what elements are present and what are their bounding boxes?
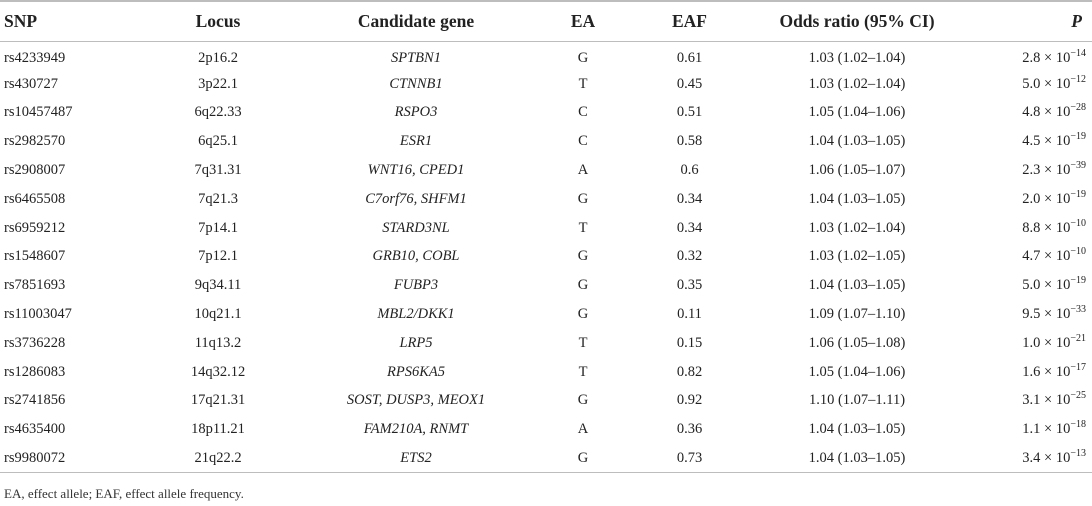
cell-odds-ratio: 1.03 (1.02–1.04) (808, 50, 906, 67)
p-value-mantissa: 1.1 × 10 (1022, 421, 1071, 438)
cell-p-value (967, 127, 1092, 156)
cell-locus: 17q21.31 (190, 392, 246, 409)
cell-candidate-gene: WNT16, CPED1 (367, 162, 465, 179)
table-row (0, 156, 1092, 185)
p-value-mantissa: 9.5 × 10 (1022, 306, 1071, 323)
cell-eaf: 0.11 (677, 306, 702, 323)
cell-p-value (967, 214, 1092, 243)
cell-ea: G (577, 248, 589, 265)
cell-eaf: 0.82 (676, 363, 703, 380)
cell-candidate-gene: ETS2 (298, 444, 534, 473)
cell-odds-ratio: 1.05 (1.04–1.06) (808, 104, 906, 121)
p-value-mantissa: 2.3 × 10 (1022, 162, 1071, 179)
table-footnote: EA, effect allele; EAF, effect allele frequency. (4, 486, 244, 501)
cell-candidate-gene: C7orf76, SHFM1 (365, 190, 467, 207)
cell-candidate-gene: SOST, DUSP3, MEOX1 (346, 392, 486, 409)
header-p-value: P (967, 1, 1092, 41)
cell-odds-ratio: 1.06 (1.05–1.07) (808, 162, 906, 179)
cell-locus: 10q21.1 (194, 306, 242, 323)
cell-locus: 7q21.3 (198, 190, 238, 207)
cell-eaf: 0.92 (676, 392, 703, 409)
cell-candidate-gene: RSPO3 (394, 104, 438, 121)
cell-ea: G (577, 277, 589, 294)
cell-candidate-gene: GRB10, COBL (372, 248, 460, 265)
p-value-exponent: −10 (1070, 246, 1086, 258)
p-value-mantissa: 4.7 × 10 (1022, 248, 1071, 265)
p-value-exponent: −17 (1070, 361, 1086, 373)
cell-locus: 7q31.31 (194, 162, 242, 179)
cell-snp: rs10457487 (4, 104, 73, 121)
p-value-mantissa: 2.0 × 10 (1022, 190, 1071, 207)
p-value-exponent: −13 (1070, 447, 1086, 459)
cell-candidate-gene: RPS6KA5 (387, 363, 445, 380)
header-eaf: EAF (632, 1, 747, 41)
cell-candidate-gene: STARD3NL (382, 219, 450, 236)
cell-candidate-gene: MBL2/DKK1 (377, 306, 455, 323)
cell-snp: rs4635400 (4, 421, 66, 438)
p-value-exponent: −25 (1070, 390, 1086, 402)
cell-ea: G (534, 444, 632, 473)
cell-ea: A (577, 162, 589, 179)
cell-odds-ratio: 1.04 (1.03–1.05) (808, 133, 906, 150)
cell-locus: 14q32.12 (190, 363, 246, 380)
p-value-exponent: −12 (1070, 73, 1086, 85)
cell-locus: 11q13.2 (194, 334, 242, 351)
p-value-mantissa: 4.5 × 10 (1022, 133, 1071, 150)
cell-ea: T (578, 363, 588, 380)
cell-p-value (967, 271, 1092, 300)
cell-p-value (967, 70, 1092, 99)
table-row (0, 185, 1092, 214)
cell-candidate-gene: LRP5 (399, 334, 433, 351)
cell-eaf: 0.6 (680, 162, 699, 179)
cell-locus: 9q34.11 (194, 277, 242, 294)
cell-locus: 2p16.2 (198, 50, 238, 67)
cell-odds-ratio: 1.04 (1.03–1.05) (808, 421, 906, 438)
cell-eaf: 0.34 (676, 190, 703, 207)
cell-odds-ratio: 1.06 (1.05–1.08) (808, 334, 906, 351)
cell-p-value (967, 156, 1092, 185)
p-value-exponent: −39 (1070, 160, 1086, 172)
cell-snp: rs430727 (4, 75, 58, 92)
cell-p-value (967, 329, 1092, 358)
cell-ea: T (578, 334, 588, 351)
header-ea: EA (534, 1, 632, 41)
p-value-exponent: −10 (1070, 217, 1086, 229)
cell-eaf: 0.61 (676, 50, 703, 67)
cell-p-value (967, 41, 1092, 70)
cell-snp: rs9980072 (0, 444, 138, 473)
cell-odds-ratio: 1.10 (1.07–1.11) (808, 392, 906, 409)
table-row (0, 271, 1092, 300)
table-row (0, 41, 1092, 70)
p-value-exponent: −19 (1070, 189, 1086, 201)
header-row (0, 1, 1092, 41)
cell-p-value (967, 243, 1092, 272)
cell-p-value (967, 99, 1092, 128)
table-row (0, 415, 1092, 444)
cell-eaf: 0.36 (676, 421, 703, 438)
cell-p-value (967, 185, 1092, 214)
p-value-mantissa: 1.0 × 10 (1022, 334, 1071, 351)
cell-eaf: 0.34 (676, 219, 703, 236)
cell-odds-ratio: 1.04 (1.03–1.05) (808, 277, 906, 294)
table-row (0, 329, 1092, 358)
table-row (0, 358, 1092, 387)
cell-odds-ratio: 1.05 (1.04–1.06) (808, 363, 906, 380)
table-header (0, 1, 1092, 41)
cell-ea: G (577, 50, 589, 67)
header-snp: SNP (0, 1, 138, 41)
cell-p-value (967, 358, 1092, 387)
cell-eaf: 0.73 (632, 444, 747, 473)
p-value-mantissa: 1.6 × 10 (1022, 363, 1071, 380)
p-value-exponent: −18 (1070, 419, 1086, 431)
p-value-mantissa: 8.8 × 10 (1022, 219, 1071, 236)
cell-p-value (967, 300, 1092, 329)
header-odds-ratio: Odds ratio (95% CI) (747, 1, 967, 41)
cell-eaf: 0.35 (676, 277, 703, 294)
table-row (0, 243, 1092, 272)
cell-snp: rs2741856 (4, 392, 66, 409)
cell-candidate-gene: FUBP3 (393, 277, 439, 294)
cell-candidate-gene: FAM210A, RNMT (363, 421, 469, 438)
cell-eaf: 0.45 (676, 75, 703, 92)
cell-ea: T (578, 75, 588, 92)
cell-p-value (967, 444, 1092, 473)
p-value-mantissa: 5.0 × 10 (1022, 277, 1071, 294)
cell-locus: 21q22.2 (138, 444, 298, 473)
cell-odds-ratio: 1.03 (1.02–1.05) (808, 248, 906, 265)
table-body (0, 41, 1092, 473)
p-value-mantissa: 3.4 × 10 (1022, 449, 1071, 466)
cell-odds-ratio: 1.09 (1.07–1.10) (808, 306, 906, 323)
cell-locus: 6q22.33 (194, 104, 242, 121)
cell-p-value (967, 415, 1092, 444)
cell-locus: 7p12.1 (198, 248, 238, 265)
cell-ea: C (578, 104, 588, 121)
cell-odds-ratio: 1.03 (1.02–1.04) (808, 219, 906, 236)
cell-snp: rs3736228 (4, 334, 66, 351)
cell-locus: 7p14.1 (198, 219, 238, 236)
cell-snp: rs6959212 (4, 219, 66, 236)
table-row (0, 387, 1092, 416)
cell-snp: rs2908007 (4, 162, 66, 179)
cell-ea: T (578, 219, 588, 236)
p-value-mantissa: 3.1 × 10 (1022, 392, 1071, 409)
cell-locus: 18p11.21 (191, 421, 245, 438)
p-value-exponent: −19 (1070, 131, 1086, 143)
cell-p-value (967, 387, 1092, 416)
cell-snp: rs4233949 (4, 50, 66, 67)
cell-eaf: 0.15 (676, 334, 703, 351)
cell-candidate-gene: SPTBN1 (391, 50, 441, 67)
cell-ea: G (577, 190, 589, 207)
cell-eaf: 0.51 (676, 104, 703, 121)
cell-odds-ratio: 1.03 (1.02–1.04) (808, 75, 906, 92)
cell-ea: G (577, 306, 589, 323)
cell-snp: rs11003047 (4, 306, 72, 323)
p-value-mantissa: 2.8 × 10 (1022, 50, 1071, 67)
cell-candidate-gene: CTNNB1 (389, 75, 443, 92)
p-value-exponent: −33 (1070, 304, 1086, 316)
cell-eaf: 0.32 (676, 248, 703, 265)
cell-ea: A (577, 421, 589, 438)
cell-locus: 3p22.1 (198, 75, 238, 92)
cell-odds-ratio: 1.04 (1.03–1.05) (808, 190, 906, 207)
p-value-mantissa: 4.8 × 10 (1022, 104, 1071, 121)
cell-snp: rs2982570 (4, 133, 66, 150)
cell-snp: rs7851693 (4, 277, 66, 294)
header-locus: Locus (138, 1, 298, 41)
table-row (0, 444, 1092, 473)
cell-locus: 6q25.1 (198, 133, 238, 150)
cell-odds-ratio: 1.04 (1.03–1.05) (747, 444, 967, 473)
cell-ea: C (578, 133, 588, 150)
p-value-mantissa: 5.0 × 10 (1022, 75, 1071, 92)
p-value-exponent: −14 (1070, 48, 1086, 60)
cell-ea: G (577, 392, 589, 409)
table-row (0, 214, 1092, 243)
cell-snp: rs1286083 (4, 363, 66, 380)
cell-snp: rs1548607 (4, 248, 66, 265)
cell-snp: rs6465508 (4, 190, 66, 207)
p-value-exponent: −21 (1070, 333, 1086, 345)
table-row (0, 70, 1092, 99)
p-value-exponent: −19 (1070, 275, 1086, 287)
table-row (0, 127, 1092, 156)
cell-eaf: 0.58 (676, 133, 703, 150)
header-candidate-gene: Candidate gene (298, 1, 534, 41)
table-row (0, 300, 1092, 329)
cell-candidate-gene: ESR1 (399, 133, 433, 150)
p-value-exponent: −28 (1070, 102, 1086, 114)
table-row (0, 99, 1092, 128)
